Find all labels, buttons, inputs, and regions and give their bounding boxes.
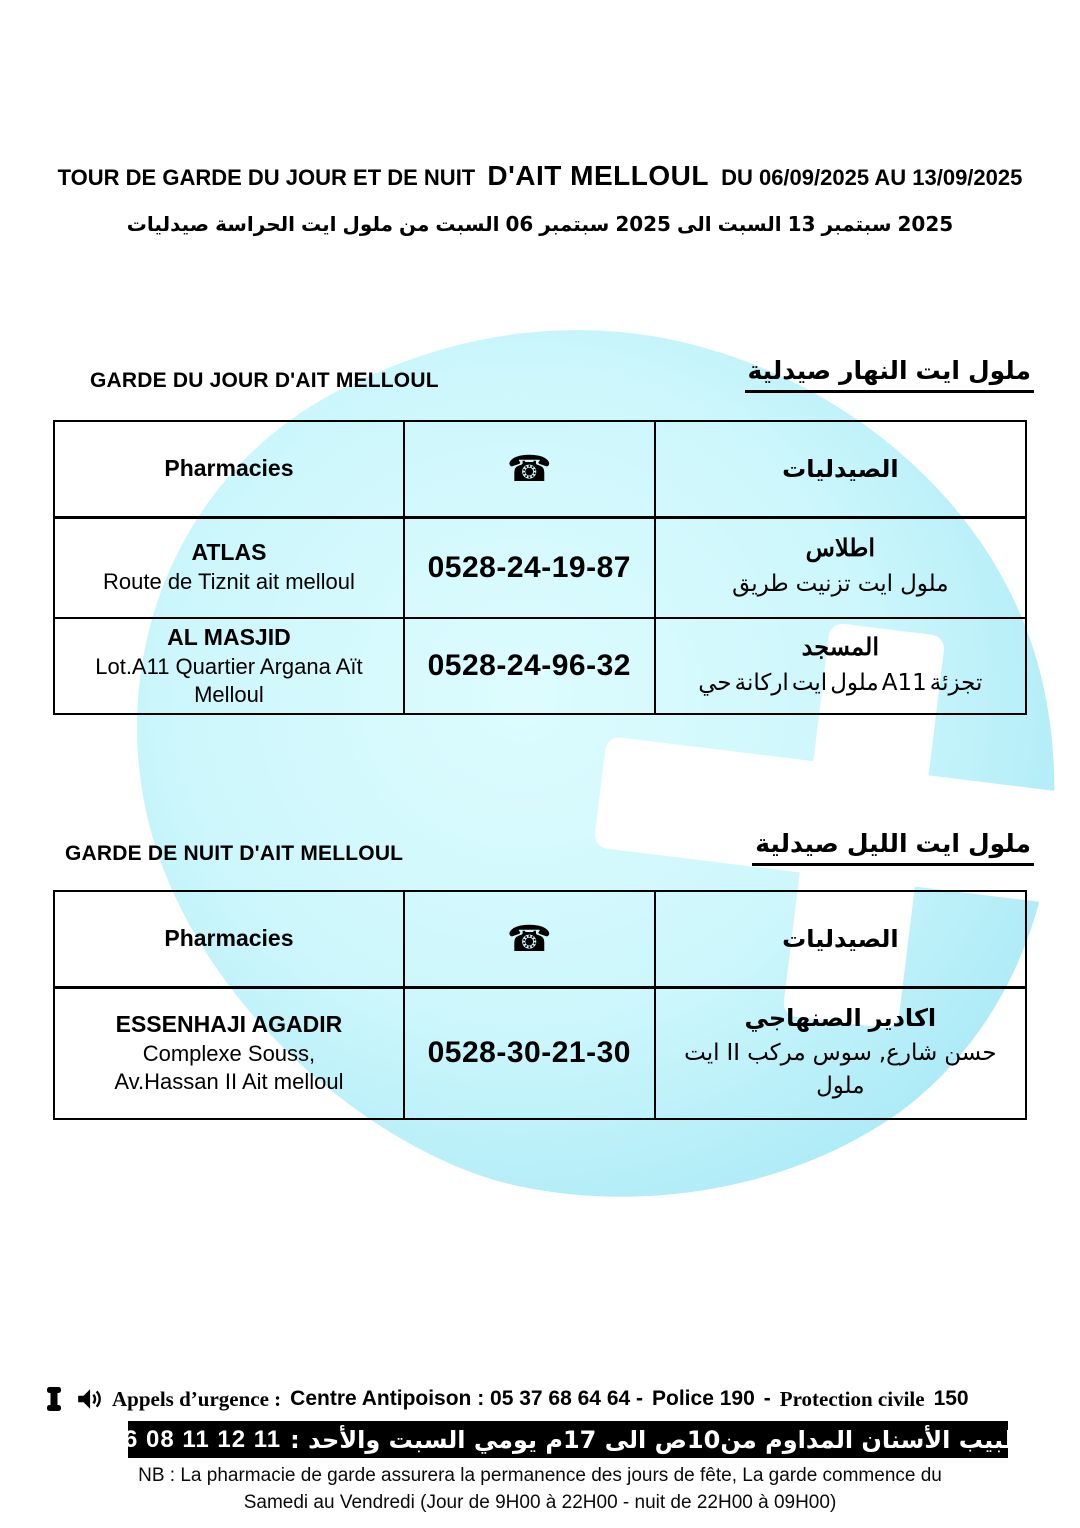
day-guard-table	[53, 420, 1027, 715]
protection-civile-number: 150	[933, 1387, 969, 1410]
pharmacy-address-arabic-line1: ايت II مركب سوس شارع, حسن	[684, 1040, 997, 1067]
pharmacy-name-arabic: الصنهاجي اكادير	[744, 1004, 937, 1033]
day-heading-french: GARDE DU JOUR D'AIT MELLOUL	[90, 369, 439, 392]
pharmacy-address: Route de Tiznit ait melloul	[103, 569, 355, 595]
pharmacy-phone: 0528-24-96-32	[404, 618, 655, 714]
table-row-atlas	[54, 517, 1026, 618]
night-header-pharmacies: Pharmacies	[54, 891, 404, 987]
table-row-essenhaji	[54, 987, 1026, 1119]
title-dates: DU 06/09/2025 AU 13/09/2025	[721, 165, 1023, 190]
pharmacy-address-line1: Complexe Souss,	[142, 1040, 316, 1066]
pharmacy-name-arabic: المسجد	[801, 633, 880, 661]
pharmacy-phone: 0528-30-21-30	[404, 987, 655, 1119]
nb-note	[0, 1462, 1080, 1516]
subtitle-arabic-text: صيدليات الحراسة ايت ملول من السبت 06 سبتمبر 2025 الى السبت 13 سبتمبر 2025	[126, 212, 954, 236]
day-header-pharmacies: Pharmacies	[54, 421, 404, 517]
pharmacy-address-arabic: حي اركانة ايت ملول A11 تجزئة	[698, 669, 983, 696]
title-city: D'AIT MELLOUL	[487, 160, 709, 191]
nb-line1: NB : La pharmacie de garde assurera la permanence des jours de fête, La garde commence du	[138, 1465, 942, 1486]
loudspeaker-icon	[75, 1386, 103, 1412]
dentist-phone-number: 06 08 11 12 11	[109, 1425, 282, 1453]
pharmacy-name-arabic: اطلاس	[805, 535, 876, 563]
nb-line2: Samedi au Vendredi (Jour de 9H00 à 22H00 - nuit de 22H00 à 09H00)	[243, 1492, 837, 1513]
pharmacy-address: Lot.A11 Quartier Argana Aït Melloul	[95, 653, 363, 707]
emergency-label: Appels d’urgence :	[112, 1386, 282, 1411]
day-header-pharmacies-arabic: الصيدليات	[782, 454, 899, 483]
pharmacy-name: ATLAS	[191, 539, 267, 566]
page-subtitle-arabic	[0, 212, 1080, 236]
night-heading-arabic: صيدلية الليل ايت ملول	[752, 829, 1034, 866]
dentist-banner-arabic-text: طبيب الأسنان المداوم من10ص الى 17م يومي السبت والأحد :	[290, 1425, 1027, 1454]
pharmacy-name: ESSENHAJI AGADIR	[115, 1010, 343, 1037]
antipoison-number: Centre Antipoison : 05 37 68 64 64 -	[290, 1387, 644, 1410]
phone-receiver-icon	[42, 1386, 66, 1412]
page-title	[0, 160, 1080, 192]
telephone-icon: ☎	[506, 447, 552, 489]
pharmacy-name: AL MASJID	[167, 623, 291, 650]
night-table-header-row	[54, 891, 1026, 987]
pharmacy-phone: 0528-24-19-87	[404, 517, 655, 618]
telephone-icon: ☎	[506, 917, 552, 959]
night-guard-table	[53, 890, 1027, 1120]
night-section-heading	[55, 829, 1034, 866]
title-part1: TOUR DE GARDE DU JOUR ET DE NUIT	[57, 165, 476, 190]
night-heading-french: GARDE DE NUIT D'AIT MELLOUL	[65, 842, 404, 865]
night-header-pharmacies-arabic: الصيدليات	[782, 924, 899, 953]
day-table-header-row	[54, 421, 1026, 517]
police-number: Police 190	[652, 1387, 755, 1410]
pharmacy-address-arabic: طريق تزنيت ايت ملول	[732, 571, 949, 598]
day-heading-arabic: صيدلية النهار ايت ملول	[745, 356, 1035, 393]
pharmacy-address-arabic-line2: ملول	[816, 1073, 865, 1100]
separator-dash: -	[763, 1387, 771, 1410]
protection-civile-label: Protection civile	[779, 1386, 925, 1411]
day-section-heading	[55, 356, 1034, 393]
emergency-numbers-line	[42, 1386, 1050, 1412]
pharmacy-address-line2: Av.Hassan II Ait melloul	[114, 1068, 344, 1094]
table-row-al-masjid	[54, 618, 1026, 714]
dentist-banner	[109, 1421, 1027, 1458]
